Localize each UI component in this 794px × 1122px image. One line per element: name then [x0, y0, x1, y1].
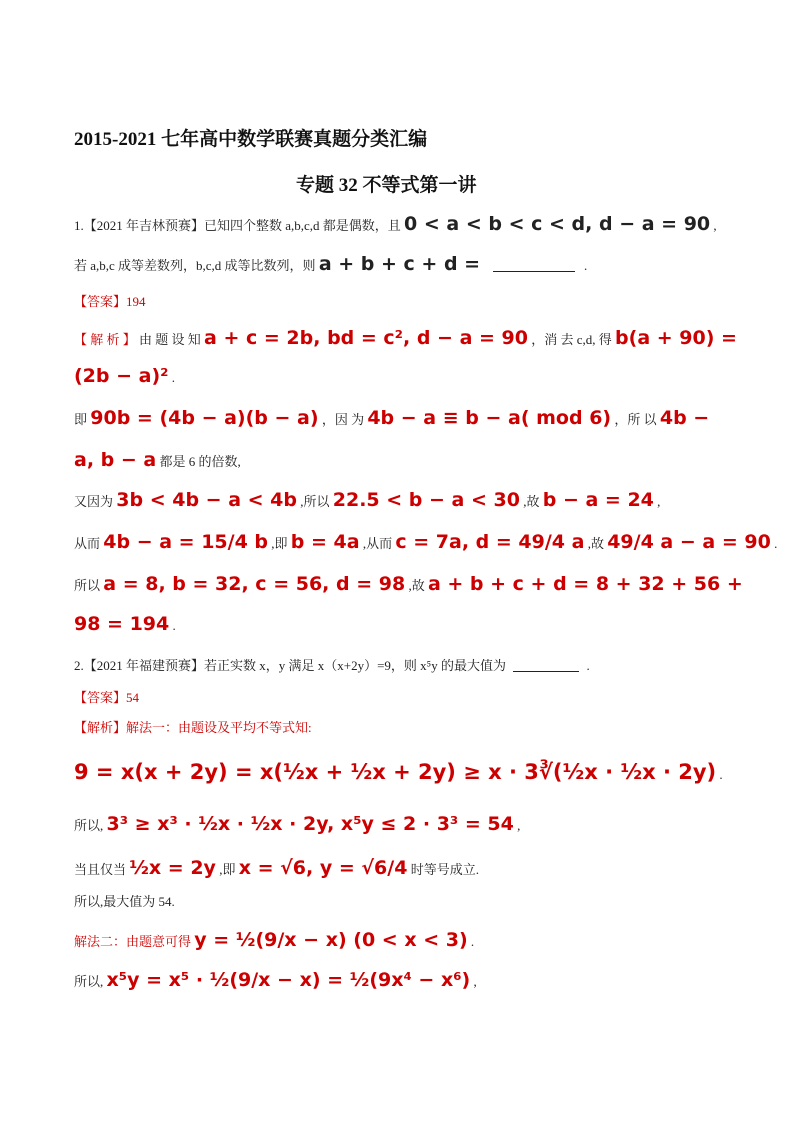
q1-analysis-math: b − a = 24 [542, 489, 654, 511]
q1-analysis-text: 又因为 [74, 494, 114, 509]
q1-analysis-math: 4b − a ≡ b − a( mod 6) [367, 407, 612, 429]
q1-analysis-math: a + c = 2b, bd = c², d − a = 90 [204, 327, 528, 349]
q1-analysis-math: 3b < 4b − a < 4b [116, 489, 297, 511]
q1-analysis-math: 98 = 194 [74, 613, 170, 635]
q2-prefix: 2.【2021 年福建预赛】若正实数 x，y 满足 x（x+2y）=9，则 x⁵y 的最大值为 [74, 658, 506, 673]
q2-line3-math: ½x = 2y [129, 857, 216, 879]
q1-analysis-tail: . [171, 370, 175, 385]
q1-condition-math: 0 < a < b < c < d, d − a = 90 [404, 213, 711, 235]
q2-eq1-math: 9 = x(x + 2y) = x(½x + ½x + 2y) ≥ x · 3∛(½x · ½x · 2y) [74, 760, 717, 784]
q1-analysis-tail: 都是 6 的倍数, [159, 454, 241, 469]
q2-analysis-head-text: 【解析】解法一：由题设及平均不等式知: [74, 720, 312, 735]
q1-statement-line1: 1.【2021 年吉林预赛】已知四个整数 a,b,c,d 都是偶数，且 0 < a < b < c < d, d − a = 90 , [74, 213, 717, 235]
q2-line5-math: y = ½(9/x − x) (0 < x < 3) [194, 929, 468, 951]
q1-analysis-math: b = 4a [290, 531, 360, 553]
q2-statement [74, 656, 590, 676]
q1-analysis-tail: , [657, 494, 661, 509]
q1-line2-math: a + b + c + d = [318, 253, 487, 275]
q1-line2-end: . [583, 258, 588, 273]
q1-analysis-line4 [74, 450, 241, 472]
document-title: 2015-2021 七年高中数学联赛真题分类汇编 [74, 129, 428, 150]
q2-line6-tail: , [473, 974, 477, 989]
q1-analysis-tail: . [172, 618, 176, 633]
q1-analysis-line3 [74, 408, 709, 430]
q1-analysis-tail: ,故 [523, 494, 540, 509]
q1-analysis-math: 4b − [659, 407, 710, 429]
q2-line2-tail: , [517, 818, 521, 833]
q1-analysis-tail: ，所 以 [614, 412, 660, 427]
q2-line6-text: 所以, [74, 974, 104, 989]
q2-line5-text: 解法二：由题意可得 [74, 934, 192, 949]
q2-line2-math: 3³ ≥ x³ · ½x · ½x · 2y, x⁵y ≤ 2 · 3³ = 54 [106, 813, 514, 835]
q1-analysis-math: c = 7a, d = 49/4 a [395, 531, 585, 553]
q2-line5-tail: . [470, 934, 475, 949]
q2-line6 [74, 970, 477, 992]
q1-line2-prefix: 若 a,b,c 成等差数列，b,c,d 成等比数列，则 [74, 258, 316, 273]
q1-analysis-line2 [74, 366, 175, 388]
q1-analysis-tail: ，因 为 [321, 412, 368, 427]
q1-analysis-text: 即 [74, 412, 91, 427]
q2-line3 [74, 858, 479, 880]
q2-answer: 【答案】54 [74, 690, 140, 705]
q1-analysis-math: a + b + c + d = 8 + 32 + 56 + [427, 573, 743, 595]
q1-analysis-math: a = 8, b = 32, c = 56, d = 98 [103, 573, 406, 595]
q1-analysis-tail: ,故 [408, 578, 425, 593]
q1-analysis-tail: . [774, 536, 778, 551]
q1-analysis-line7 [74, 574, 743, 596]
q2-line2 [74, 814, 520, 836]
q2-line4: 所以,最大值为 54. [74, 894, 175, 909]
q1-analysis-line5 [74, 490, 660, 512]
q2-line6-math: x⁵y = x⁵ · ½(9/x − x) = ½(9x⁴ − x⁶) [106, 969, 471, 991]
q1-analysis-math: 49/4 a − a = 90 [607, 531, 771, 553]
q2-line5 [74, 930, 474, 952]
q2-line3-tail: 时等号成立. [410, 862, 479, 877]
q1-analysis-text: 由 题 设 知 [139, 332, 201, 347]
q2-line3-text: 当且仅当 [74, 862, 127, 877]
q1-answer: 【答案】194 [74, 294, 146, 309]
q1-analysis-math: 90b = (4b − a)(b − a) [90, 407, 319, 429]
q1-statement-line2 [74, 254, 587, 276]
q1-analysis-math: b(a + 90) = [615, 327, 737, 349]
q1-analysis-tail: ,所以 [300, 494, 330, 509]
q2-suffix: . [586, 658, 590, 673]
q1-analysis-text: 所以 [74, 578, 101, 593]
q2-analysis-head [74, 718, 312, 738]
q1-analysis-text: 从而 [74, 536, 101, 551]
q1-analysis-math: a, b − a [74, 449, 157, 471]
q2-answer-blank [513, 657, 579, 672]
q1-answer-blank [493, 257, 575, 272]
q2-eq1-tail: . [719, 767, 723, 782]
q1-analysis-tail: ,从而 [362, 536, 393, 551]
q1-analysis-math: 22.5 < b − a < 30 [332, 489, 520, 511]
q2-line3-math2: x = √6, y = √6/4 [238, 857, 408, 879]
q1-analysis-line1 [74, 328, 737, 350]
q2-line2-text: 所以, [74, 818, 104, 833]
q2-eq1-line [74, 762, 723, 785]
q1-analysis-tail: ,故 [587, 536, 604, 551]
q1-analysis-tag: 【 解 析 】 [74, 332, 136, 347]
q1-prefix: 1.【2021 年吉林预赛】已知四个整数 a,b,c,d 都是偶数，且 [74, 218, 401, 233]
q1-analysis-math: (2b − a)² [74, 365, 169, 387]
q1-analysis-math: 4b − a = 15/4 b [103, 531, 269, 553]
q1-analysis-tail: ，消 去 c,d, 得 [531, 332, 612, 347]
q1-analysis-line8 [74, 614, 176, 636]
document-subtitle: 专题 32 不等式第一讲 [296, 175, 477, 196]
q1-analysis-tail: ,即 [271, 536, 288, 551]
q2-line3-mid: ,即 [219, 862, 236, 877]
q1-analysis-line6 [74, 532, 777, 554]
